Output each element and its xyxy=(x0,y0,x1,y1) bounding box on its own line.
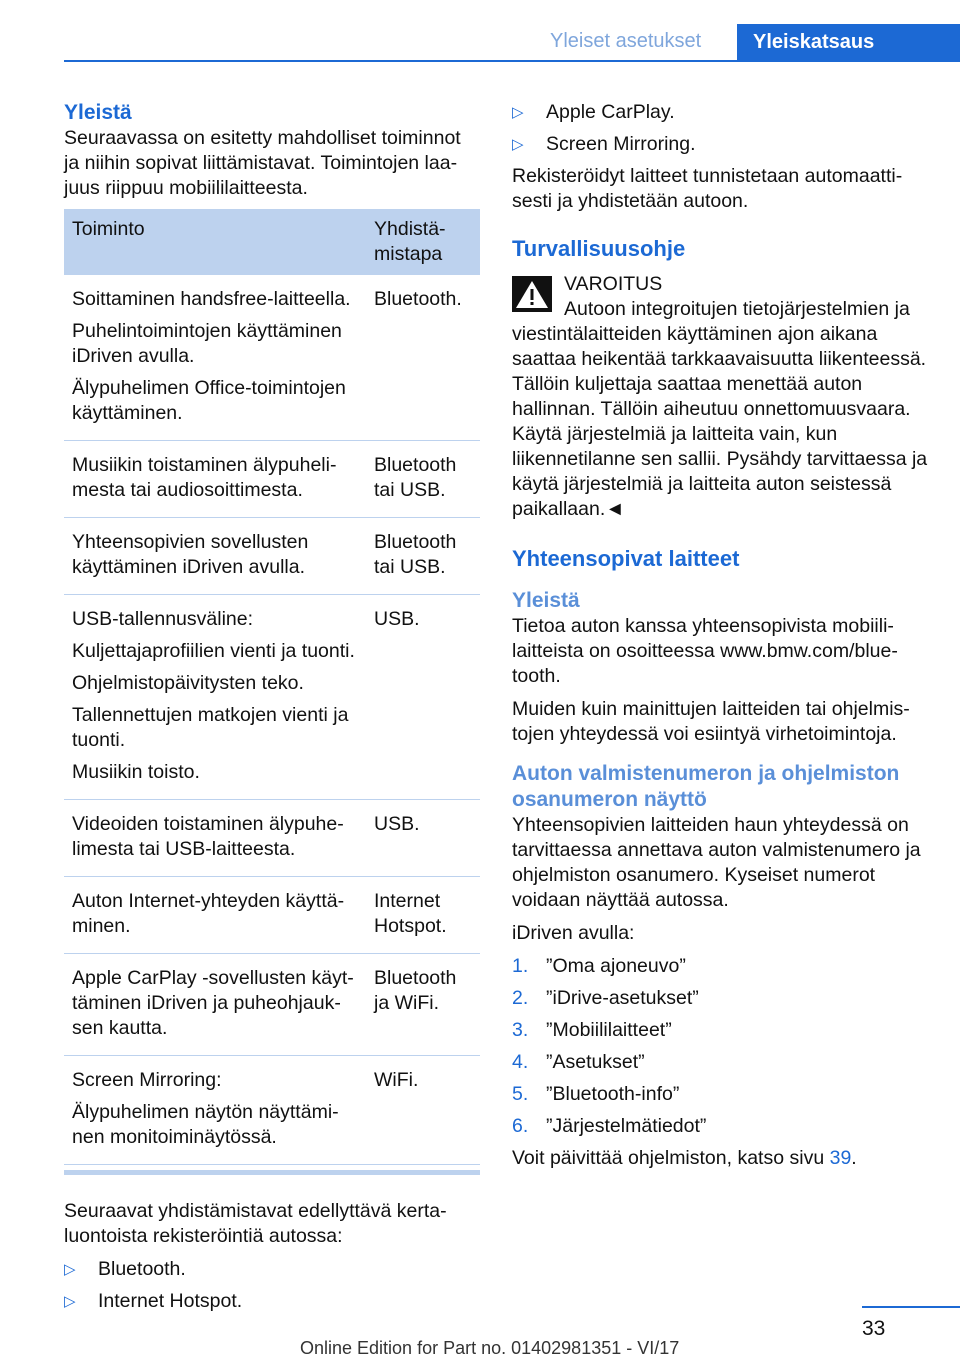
function-line: Soittaminen handsfree-laitteella. xyxy=(72,288,351,310)
function-line: Musiikin toistaminen älypuhelimesta tai audiosoittimesta. xyxy=(72,454,337,501)
table-row xyxy=(64,441,480,518)
general-paragraph-2: Muiden kuin mainittujen laitteiden tai ohjelmistojen yhteydessä voi esiintyä virhetoimintoja. xyxy=(512,698,910,745)
page-link[interactable]: 39 xyxy=(829,1147,852,1169)
function-line: Screen Mirroring: xyxy=(72,1069,222,1091)
general-title: Yleistä xyxy=(512,589,580,612)
method-cell: USB. xyxy=(366,595,480,800)
step-number: 1. xyxy=(512,955,529,977)
method-cell: Internet Hotspot. xyxy=(366,877,480,954)
table-header-function: Toiminto xyxy=(64,209,366,275)
function-cell xyxy=(64,800,366,877)
step-item xyxy=(512,1018,928,1043)
table-end-rule xyxy=(64,1170,480,1175)
table-header-method: Yhdistämistapa xyxy=(366,209,480,275)
function-line: Älypuhelimen näytön näyttäminen monitoiminäytössä. xyxy=(72,1101,339,1148)
method-cell: Bluetooth. xyxy=(366,275,480,441)
function-line: Apple CarPlay -sovellusten käyttäminen iDriven ja puheohjauksen kautta. xyxy=(72,967,354,1039)
function-line: Musiikin toisto. xyxy=(72,761,200,783)
function-line: Auton Internet-yhteyden käyttäminen. xyxy=(72,890,345,937)
warning-text: Autoon integroitujen tietojärjestelmien ja viestintälaitteiden käyttäminen ajon aikana saattaa heikentää tarkkaavaisuutta liikenteessä. Tällöin kuljettaja saattaa menettää auton hallinnan. Tällöin aiheutuu onnettomuusvaara. Käytä järjestelmiä ja laitteita vain, kun liikennetilanne sen sallii. Pysähdy tarvittaessa ja käytä järjestelmiä ja laitteita auton seistessä paikallaan.◄ xyxy=(512,298,928,520)
left-bullet-list xyxy=(64,1257,480,1314)
intro-text: Seuraavassa on esitetty mahdolliset toiminnot ja niihin sopivat liittämistavat. Toimintojen laajuus riippuu mobiililaitteesta. xyxy=(64,127,461,199)
table-row xyxy=(64,275,480,441)
function-cell xyxy=(64,954,366,1056)
method-cell: Bluetooth tai USB. xyxy=(366,518,480,595)
after-table-text: Seuraavat yhdistämistavat edellyttävä kertaluontoista rekisteröintiä autossa: xyxy=(64,1200,447,1247)
step-item xyxy=(512,954,928,979)
triangle-bullet-icon: ▷ xyxy=(512,104,524,121)
step-number: 5. xyxy=(512,1083,529,1105)
step-label: ”Oma ajoneuvo” xyxy=(546,955,686,977)
step-item xyxy=(512,1082,928,1107)
method-cell: Bluetooth tai USB. xyxy=(366,441,480,518)
footer-rule xyxy=(862,1306,960,1308)
method-cell: WiFi. xyxy=(366,1056,480,1165)
table-header-row xyxy=(64,209,480,275)
method-cell: Bluetooth ja WiFi. xyxy=(366,954,480,1056)
compatible-title: Yhteensopivat laitteet xyxy=(512,546,740,571)
edition-note: Online Edition for Part no. 01402981351 - VI/17 xyxy=(300,1338,680,1358)
connection-table xyxy=(64,209,480,1165)
safety-title: Turvallisuusohje xyxy=(512,236,686,261)
steps-list xyxy=(512,954,928,1139)
list-item: ▷ Internet Hotspot. xyxy=(64,1290,243,1312)
triangle-bullet-icon: ▷ xyxy=(512,136,524,153)
right-column xyxy=(512,100,928,1179)
left-title: Yleistä xyxy=(64,101,132,124)
vin-title: Auton valmistenumeron ja ohjelmiston osanumeron näyttö xyxy=(512,762,900,811)
table-row xyxy=(64,954,480,1056)
warning-icon xyxy=(512,276,552,312)
function-line: Kuljettajaprofiilien vienti ja tuonti. xyxy=(72,640,355,662)
function-cell xyxy=(64,518,366,595)
header-section-title: Yleiset asetukset xyxy=(550,30,702,52)
warning-label: VAROITUS xyxy=(564,273,663,295)
left-column xyxy=(64,100,480,1321)
idrive-label: iDriven avulla: xyxy=(512,922,635,944)
function-cell xyxy=(64,275,366,441)
step-number: 6. xyxy=(512,1115,529,1137)
table-row xyxy=(64,1056,480,1165)
table-row xyxy=(64,800,480,877)
page-number: 33 xyxy=(862,1317,886,1340)
step-number: 2. xyxy=(512,987,529,1009)
warning-box xyxy=(512,272,928,522)
function-line: Yhteensopivien sovellusten käyttäminen iDriven avulla. xyxy=(72,531,309,578)
general-paragraph-1: Tietoa auton kanssa yhteensopivista mobiililaitteista on osoitteessa www.bmw.com/bluetooth. xyxy=(512,615,898,687)
list-item: ▷ Apple CarPlay. xyxy=(512,101,675,123)
triangle-bullet-icon: ▷ xyxy=(64,1293,76,1310)
step-number: 3. xyxy=(512,1019,529,1041)
triangle-bullet-icon: ▷ xyxy=(64,1261,76,1278)
step-label: ”Mobiililaitteet” xyxy=(546,1019,672,1041)
right-bullet-list xyxy=(512,100,928,157)
header-tab: Yleiskatsaus xyxy=(737,24,960,62)
function-cell xyxy=(64,441,366,518)
step-label: ”Järjestelmätiedot” xyxy=(546,1115,707,1137)
function-line: Ohjelmistopäivitysten teko. xyxy=(72,672,304,694)
function-cell xyxy=(64,877,366,954)
step-label: ”iDrive-asetukset” xyxy=(546,987,699,1009)
table-row xyxy=(64,595,480,800)
list-item: ▷ Screen Mirroring. xyxy=(512,133,696,155)
function-cell xyxy=(64,1056,366,1165)
function-line: Älypuhelimen Office-toimintojen käyttäminen. xyxy=(72,377,346,424)
step-label: ”Bluetooth-info” xyxy=(546,1083,680,1105)
list-item: ▷ Bluetooth. xyxy=(64,1258,186,1280)
function-cell xyxy=(64,595,366,800)
function-line: Puhelintoimintojen käyttäminen iDriven avulla. xyxy=(72,320,342,367)
function-line: Videoiden toistaminen älypuhelimesta tai USB-laitteesta. xyxy=(72,813,344,860)
table-body xyxy=(64,275,480,1165)
function-line: USB-tallennusväline: xyxy=(72,608,254,630)
method-cell: USB. xyxy=(366,800,480,877)
registered-text: Rekisteröidyt laitteet tunnistetaan automaattisesti ja yhdistetään autoon. xyxy=(512,165,903,212)
step-label: ”Asetukset” xyxy=(546,1051,645,1073)
step-item xyxy=(512,1050,928,1075)
step-number: 4. xyxy=(512,1051,529,1073)
step-item xyxy=(512,1114,928,1139)
table-row xyxy=(64,518,480,595)
step-item xyxy=(512,986,928,1011)
update-text: Voit päivittää ohjelmiston, katso sivu 39. xyxy=(512,1147,857,1169)
table-row xyxy=(64,877,480,954)
vin-paragraph: Yhteensopivien laitteiden haun yhteydessä on tarvittaessa annettava auton valmistenumero ja ohjelmiston osanumero. Kyseiset numerot voidaan näyttää autossa. xyxy=(512,814,921,911)
header-rule xyxy=(64,60,960,62)
function-line: Tallennettujen matkojen vienti ja tuonti. xyxy=(72,704,349,751)
